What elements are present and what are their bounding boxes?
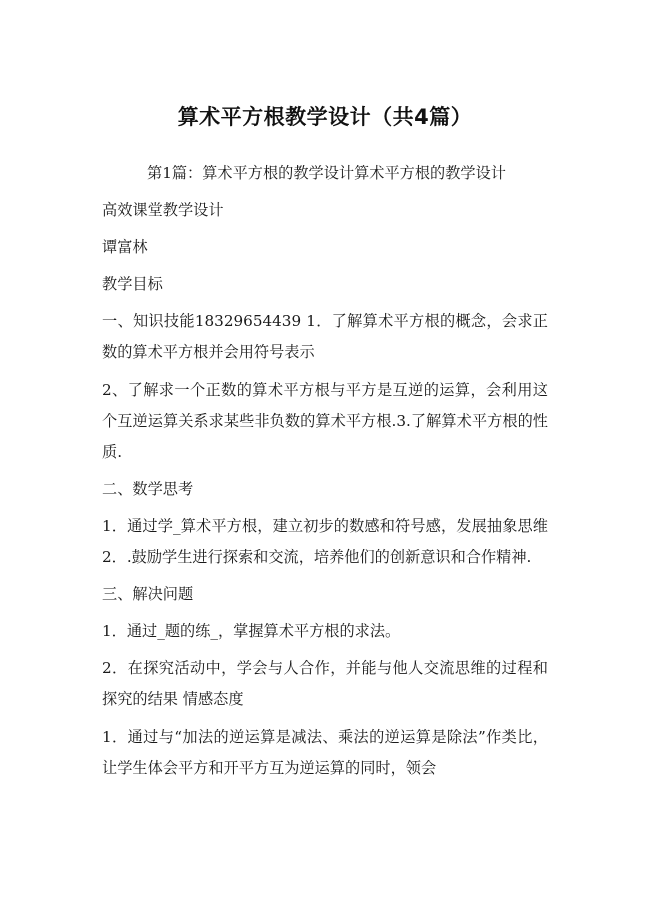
paragraph-section-goals: 教学目标 xyxy=(102,275,163,294)
paragraph-attitude-item-1: 1．通过与“加法的逆运算是减法、乘法的逆运算是除法”作类比，让学生体会平方和开平方互为逆运算的同时，领会 xyxy=(102,727,548,777)
paragraph-problem-solving-heading: 三、解决问题 xyxy=(102,585,194,604)
document-body xyxy=(102,158,548,790)
paragraph-author: 谭富林 xyxy=(102,238,148,257)
document-title: 算术平方根教学设计（共4篇） xyxy=(177,105,473,129)
paragraph-subtitle: 高效课堂教学设计 xyxy=(102,201,224,220)
paragraph-part-heading: 第1篇：算术平方根的教学设计算术平方根的教学设计 xyxy=(147,164,506,182)
paragraph-problem-solving-item-1: 1．通过_题的练_，掌握算术平方根的求法。 xyxy=(102,622,401,641)
paragraph-math-thinking-items: 1．通过学_算术平方根，建立初步的数感和符号感，发展抽象思维 2．.鼓励学生进行探索和交流，培养他们的创新意识和合作精神. xyxy=(102,516,548,567)
paragraph-knowledge-skills: 一、知识技能18329654439 1．了解算术平方根的概念，会求正数的算术平方根并会用符号表示 xyxy=(102,312,548,362)
paragraph-math-thinking-heading: 二、数学思考 xyxy=(102,479,194,498)
paragraph-knowledge-item-2: 2、了解求一个正数的算术平方根与平方是互逆的运算，会利用这个互逆运算关系求某些非负数的算术平方根.3.了解算术平方根的性质. xyxy=(102,380,548,461)
paragraph-problem-solving-item-2: 2．在探究活动中，学会与人合作，并能与他人交流思维的过程和探究的结果 情感态度 xyxy=(102,659,548,709)
